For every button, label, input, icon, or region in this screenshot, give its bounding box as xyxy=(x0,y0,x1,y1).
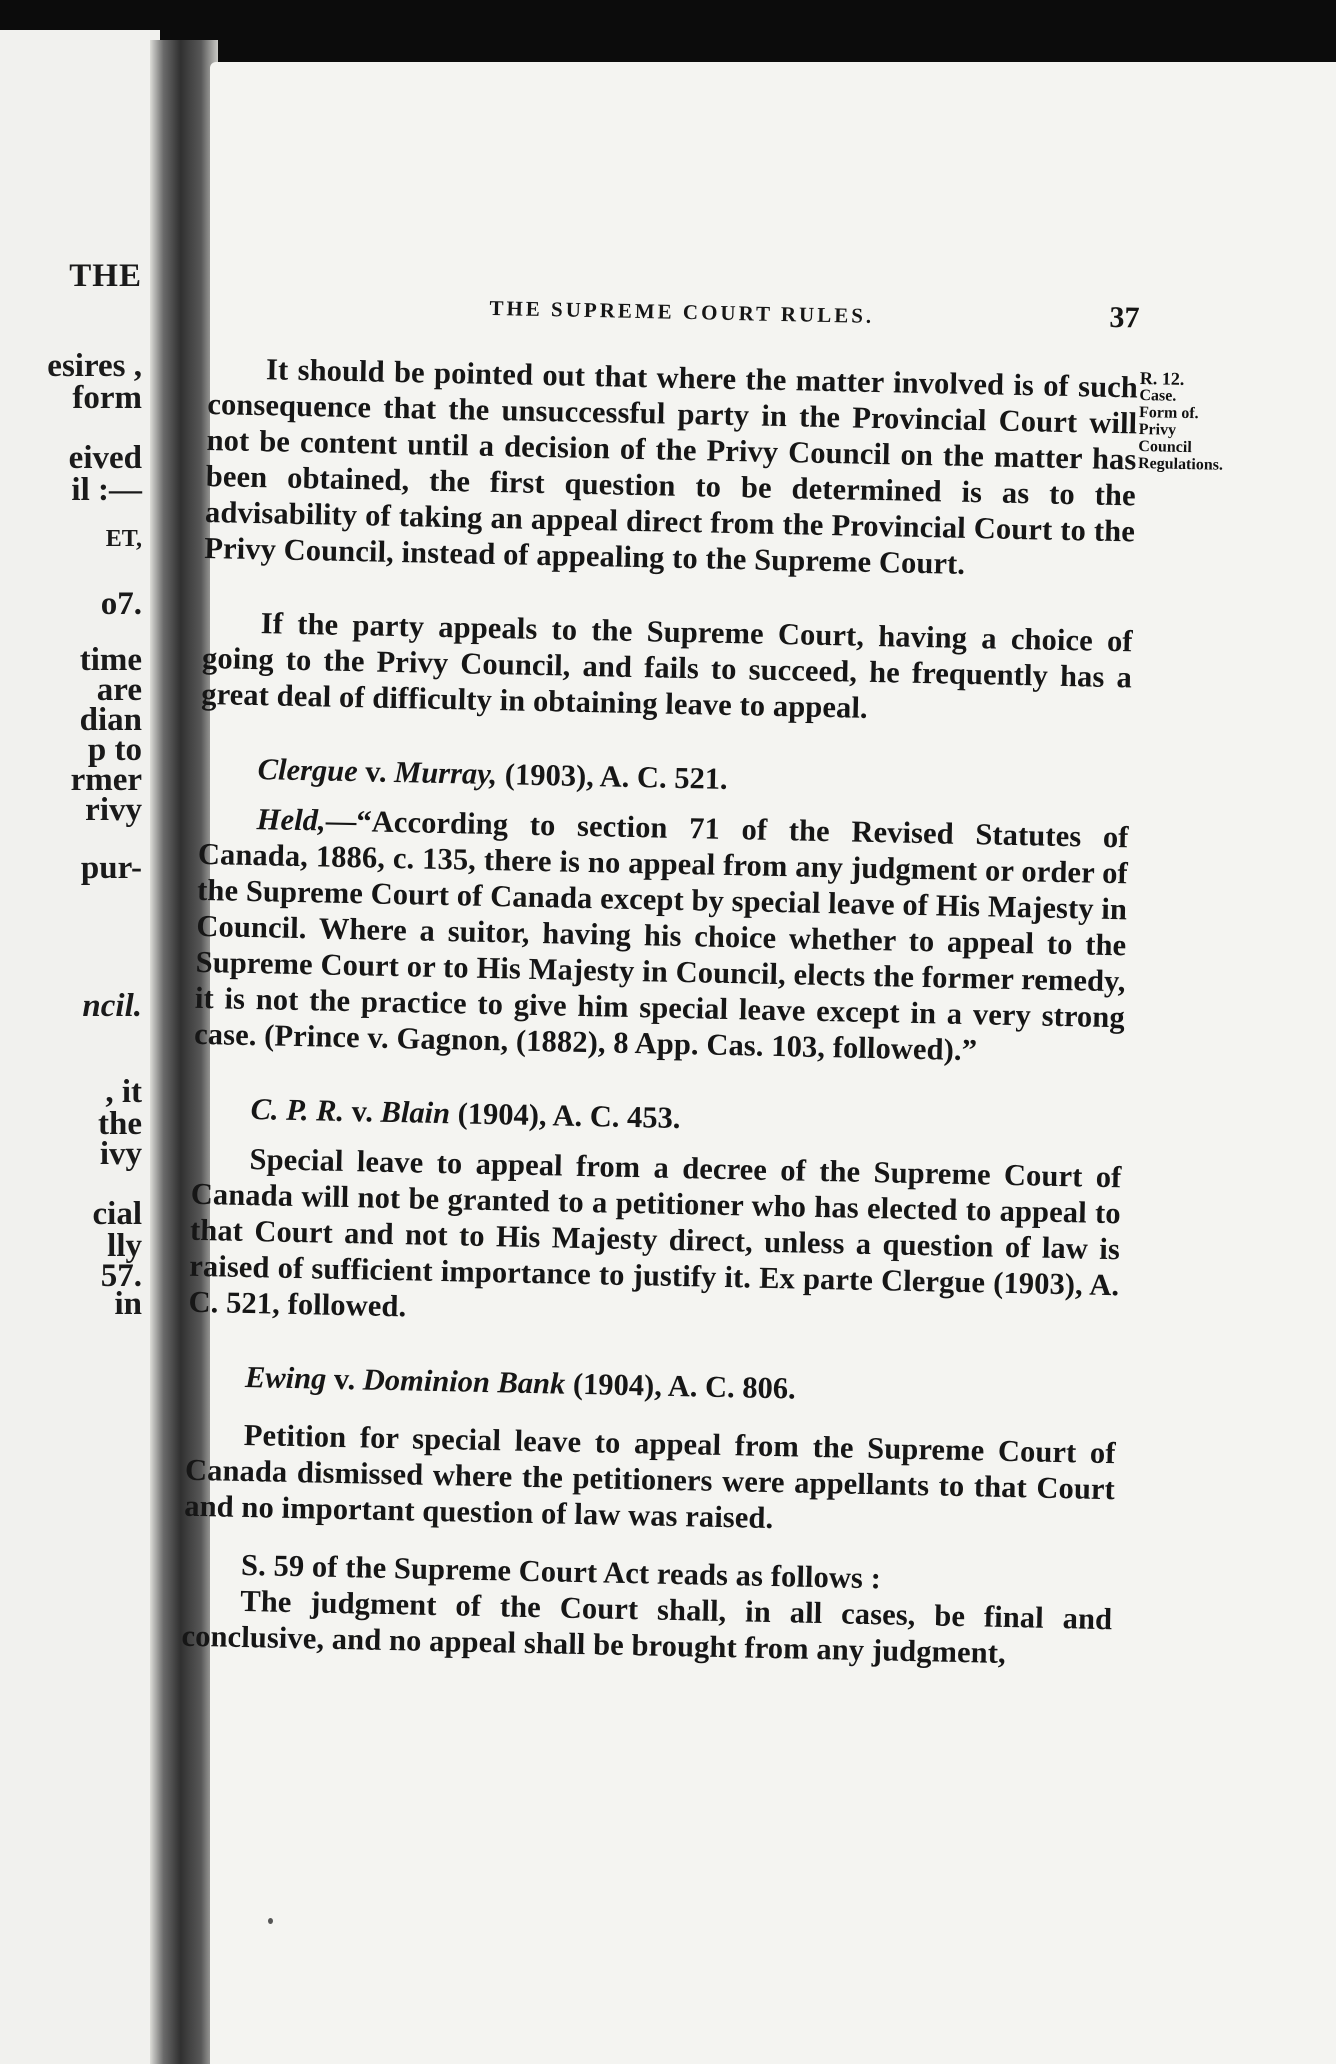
left-page-fragment: cial xyxy=(92,1196,142,1232)
margin-note-line: R. 12. xyxy=(1139,368,1185,389)
case-reference: (1904), A. C. 453. xyxy=(457,1096,681,1136)
body-paragraph: It should be pointed out that where the matter involved is of such consequence that the unsuccessful party in the Provincial Court will not be content until a decision of the Privy Council on the matter has been obtained, the first question to be determined is as to the advisability of taking an appeal direct from the Provincial Court to the Privy Council, instead of appealing to the Supreme Court. xyxy=(204,352,1139,581)
case-reference: (1903), A. C. 521. xyxy=(504,757,729,796)
left-page-fragment: time xyxy=(79,642,142,678)
left-page-fragment: o7. xyxy=(100,586,142,622)
left-page-fragment: 57. xyxy=(100,1258,142,1294)
margin-note-line: Regulations. xyxy=(1137,454,1224,474)
left-page-fragment: rmer xyxy=(70,762,142,798)
body-paragraph: The judgment of the Court shall, in all cases, be final and conclusive, and no appeal shall be brought from any judgment, xyxy=(181,1583,1113,1670)
case-party: Clergue xyxy=(257,752,359,789)
left-page-fragment: ET, xyxy=(105,526,142,552)
left-page-fragment: dian xyxy=(79,702,142,738)
left-page-fragment: eived xyxy=(68,440,142,476)
case-party: Murray, xyxy=(393,754,498,792)
ink-speck xyxy=(268,1918,273,1924)
left-page-fragment: pur- xyxy=(80,850,142,886)
left-page-fragment: ncil. xyxy=(82,988,142,1024)
body-paragraph: If the party appeals to the Supreme Court, having a choice of going to the Privy Council, and fails to succeed, he frequently has a great deal of difficulty in obtaining leave to appeal. xyxy=(200,606,1133,725)
left-page-fragment: ivy xyxy=(99,1136,142,1172)
case-versus: v. xyxy=(364,754,387,789)
left-page-fragment: il :— xyxy=(71,472,142,508)
margin-note-line: Council xyxy=(1138,437,1192,457)
case-versus: v. xyxy=(333,1361,356,1397)
body-paragraph: Petition for special leave to appeal from the Supreme Court of Canada dismissed where the petitioners were appellants to that Court and no important question of law was raised. xyxy=(183,1417,1116,1536)
left-page-fragment: , it xyxy=(105,1074,142,1110)
left-page-fragment: esires , xyxy=(47,348,142,384)
left-page-fragment: form xyxy=(72,380,142,416)
margin-note xyxy=(1138,370,1225,474)
case-party: Ewing xyxy=(244,1359,327,1396)
left-page-fragment: p to xyxy=(87,732,142,768)
case-party: Blain xyxy=(380,1094,451,1131)
margin-note-line: Form of. xyxy=(1138,403,1199,423)
left-page-fragment: rivy xyxy=(85,792,142,828)
margin-note-line: Privy xyxy=(1138,420,1177,439)
left-facing-page xyxy=(0,30,160,2064)
case-party: Dominion Bank xyxy=(362,1362,566,1401)
left-page-fragment: the xyxy=(98,1106,142,1142)
held-paragraph xyxy=(194,800,1129,1071)
case-versus: v. xyxy=(351,1094,374,1129)
page-text-block xyxy=(181,280,1140,1673)
left-page-fragment: in xyxy=(114,1286,142,1322)
left-page-fragment: lly xyxy=(107,1228,142,1264)
running-title: THE SUPREME COURT RULES. xyxy=(489,295,875,328)
body-paragraph: Special leave to appeal from a decree of the Supreme Court of Canada will not be granted to a petitioner who has elected to appeal to that Court and not to His Majesty direct, unless a question of law is raised of sufficient importance to justify it. Ex parte Clergue (1903), A. C. 521, followed. xyxy=(188,1142,1122,1324)
case-party: C. P. R. xyxy=(250,1092,345,1128)
held-label: Held, xyxy=(256,802,327,838)
body-paragraph: S. 59 of the Supreme Court Act reads as follows : xyxy=(240,1547,882,1596)
held-text: —“According to section 71 of the Revised Statutes of Canada, 1886, c. 135, there is no appeal from any judgment or order of the Supreme Court of Canada except by special leave of His Majesty in Council. Where a suitor, having his choice whether to appeal to the Supreme Court or to His Majesty in Council, elects the former remedy, it is not the practice to give him special leave except in a very strong case. (Prince v. Gagnon, (1882), 8 App. Cas. 103, followed).” xyxy=(193,803,1129,1068)
margin-note-line: Case. xyxy=(1139,386,1177,405)
case-reference: (1904), A. C. 806. xyxy=(572,1366,797,1406)
page-number: 37 xyxy=(1109,300,1140,335)
left-page-fragment: are xyxy=(96,672,142,708)
left-page-fragment: THE xyxy=(69,258,142,294)
